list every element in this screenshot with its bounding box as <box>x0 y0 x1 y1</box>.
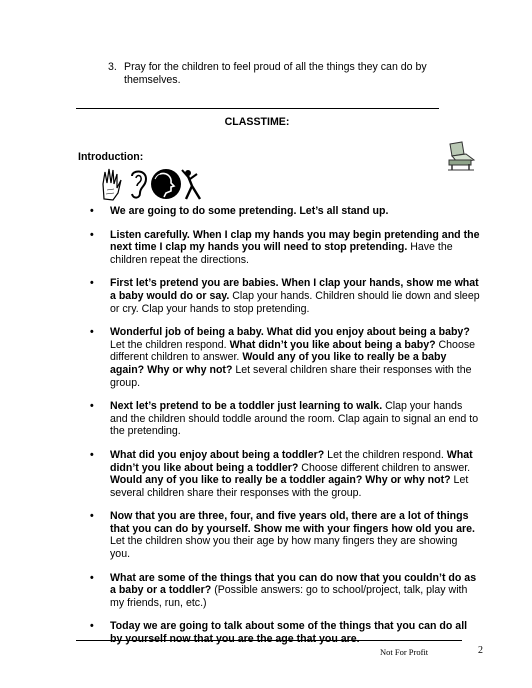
bullet-bold-text: Would any of you like to really be a baby again? Why or why not? <box>110 351 447 376</box>
footer-divider <box>76 640 462 641</box>
bullet-bold-text: Wonderful job of being a baby. What did you enjoy about being a baby? <box>110 326 470 339</box>
bullet-list <box>86 205 480 657</box>
school-desk-icon <box>444 140 478 172</box>
hand-icon <box>103 169 121 200</box>
bullet-dot: • <box>90 205 94 217</box>
section-divider-top <box>76 108 439 109</box>
bullet-bold-text: Today we are going to talk about some of the things that you can do all <box>110 620 468 633</box>
bullet-dot: • <box>90 228 94 241</box>
bullet-bold-text: Now that you are three, four, and five years old, there are a lot of things that you can do by yourself. Show me with your fingers how old you are. <box>110 510 475 535</box>
numbered-list-item <box>108 61 468 87</box>
bullet-text: Let several children share their responses with the group. <box>110 363 472 389</box>
bullet-bold-text: Would any of you like to really be a toddler again? Why or why not? <box>110 474 451 487</box>
introduction-heading: Introduction: <box>78 151 144 163</box>
ear-icon <box>132 171 146 197</box>
bullet-dot: • <box>90 510 94 523</box>
bullet-text: Clap your hands and the children should toddle around the room. Clap again to signal an end to the pretending. <box>110 400 479 438</box>
bullet-item <box>86 326 480 389</box>
list-number: 3. <box>108 61 117 73</box>
bullet-bold-text: We are going to do some pretending. Let’s all stand up. <box>110 205 389 217</box>
bullet-item <box>86 572 480 610</box>
bullet-text: (Possible answers: go to school/project, talk, play with my friends, run, etc.) <box>110 584 468 609</box>
section-title: CLASSTIME: <box>224 116 290 128</box>
bullet-bold-text: What did you enjoy about being a toddler? <box>110 448 325 461</box>
bullet-dot: • <box>90 277 94 290</box>
bullet-item <box>86 229 480 267</box>
bullet-text: Let the children respond. <box>110 338 230 351</box>
head-profile-icon <box>151 169 181 199</box>
bullet-item <box>86 400 480 438</box>
bullet-text: Choose different children to answer. <box>298 461 471 474</box>
bullet-bold-text: What didn’t you like about being a baby? <box>229 338 436 351</box>
bullet-bold-text: What are some of the things that you can do now that you couldn’t do as a baby or a toddler? <box>110 571 477 597</box>
list-item-text: Pray for the children to feel proud of all the things they can do by themselves. <box>124 61 427 86</box>
bullet-dot: • <box>90 448 94 461</box>
bullet-item <box>86 205 480 218</box>
bullet-item <box>86 277 480 315</box>
bullet-text: Have the children repeat the directions. <box>110 241 453 266</box>
page-number: 2 <box>478 645 483 656</box>
bullet-item <box>86 620 480 645</box>
bullet-text: Let the children show you their age by how many fingers they are showing you. <box>110 535 458 561</box>
footer-text: Not For Profit <box>380 647 429 657</box>
bullet-item <box>86 510 480 560</box>
stretching-figure-icon <box>182 170 200 199</box>
bullet-dot: • <box>90 571 94 584</box>
bullet-text: Let several children share their responses with the group. <box>110 474 469 499</box>
bullet-dot: • <box>90 400 94 413</box>
bullet-text: Let the children respond. <box>324 448 447 461</box>
senses-icon-group <box>100 166 212 202</box>
bullet-bold-text: What didn’t you like about being a toddler? <box>110 448 473 474</box>
bullet-dot: • <box>90 620 94 633</box>
bullet-text: Clap your hands. Children should lie down and sleep or cry. Clap your hands to stop pretending. <box>110 289 480 315</box>
bullet-item <box>86 449 480 499</box>
bullet-bold-text: Listen carefully. When I clap my hands you may begin pretending and the next time I clap my hands you will need to stop pretending. <box>110 228 480 254</box>
bullet-text: Choose different children to answer. <box>110 338 476 364</box>
bullet-bold-text: Next let’s pretend to be a toddler just learning to walk. <box>110 400 383 413</box>
bullet-dot: • <box>90 326 94 339</box>
bullet-bold-text: First let’s pretend you are babies. When I clap your hands, show me what a baby would do or say. <box>110 277 479 302</box>
